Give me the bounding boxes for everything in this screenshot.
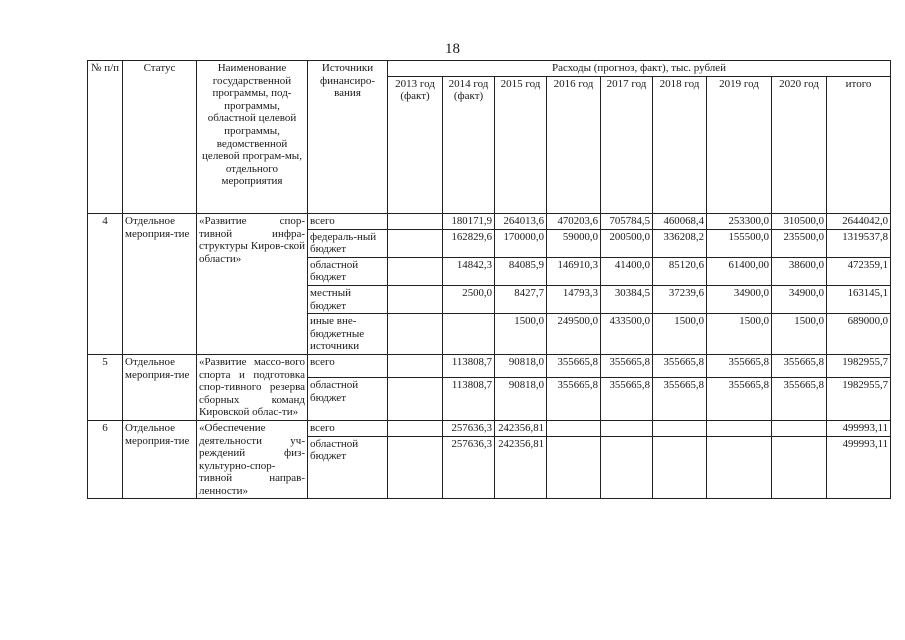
amount-cell (653, 436, 707, 499)
amount-cell: 1982955,7 (827, 354, 891, 377)
amount-cell: 61400,00 (707, 257, 772, 285)
amount-cell (547, 420, 601, 436)
header-year: 2016 год (547, 76, 601, 213)
amount-cell: 257636,3 (443, 420, 495, 436)
amount-cell: 163145,1 (827, 285, 891, 313)
budget-table (87, 60, 891, 499)
amount-cell: 499993,11 (827, 420, 891, 436)
amount-cell: 235500,0 (772, 229, 827, 257)
amount-cell: 41400,0 (601, 257, 653, 285)
amount-cell: 1500,0 (772, 314, 827, 355)
amount-cell: 14842,3 (443, 257, 495, 285)
amount-cell: 59000,0 (547, 229, 601, 257)
amount-cell: 499993,11 (827, 436, 891, 499)
funding-source: всего (308, 420, 388, 436)
funding-source: местный бюджет (308, 285, 388, 313)
amount-cell: 84085,9 (495, 257, 547, 285)
amount-cell: 14793,3 (547, 285, 601, 313)
amount-cell (388, 314, 443, 355)
header-year: 2013 год (факт) (388, 76, 443, 213)
amount-cell: 355665,8 (547, 354, 601, 377)
header-total: итого (827, 76, 891, 213)
amount-cell: 90818,0 (495, 354, 547, 377)
amount-cell: 1982955,7 (827, 378, 891, 420)
amount-cell: 433500,0 (601, 314, 653, 355)
funding-source: всего (308, 214, 388, 230)
amount-cell: 34900,0 (772, 285, 827, 313)
amount-cell: 355665,8 (601, 378, 653, 420)
entry-status: Отдельное мероприя-тие (123, 420, 197, 499)
entry-name: «Развитие спор-тивной инфра-структуры Киров-ской области» (197, 214, 308, 355)
header-program-name: Наименование государственной программы, под-программы, областной целевой программы, ведомственной целевой програм-мы, отдельного мероприятия (197, 61, 308, 214)
funding-source: иные вне-бюджетные источники (308, 314, 388, 355)
entry-number: 6 (88, 420, 123, 499)
amount-cell (772, 420, 827, 436)
table-row (88, 354, 891, 377)
funding-source: федераль-ный бюджет (308, 229, 388, 257)
entry-number: 4 (88, 214, 123, 355)
header-expenses: Расходы (прогноз, факт), тыс. рублей (388, 61, 891, 77)
header-year: 2014 год (факт) (443, 76, 495, 213)
amount-cell (707, 420, 772, 436)
amount-cell: 113808,7 (443, 354, 495, 377)
table-row (88, 420, 891, 436)
entry-status: Отдельное мероприя-тие (123, 354, 197, 420)
amount-cell: 200500,0 (601, 229, 653, 257)
amount-cell: 355665,8 (653, 354, 707, 377)
amount-cell: 162829,6 (443, 229, 495, 257)
entry-status: Отдельное мероприя-тие (123, 214, 197, 355)
amount-cell: 355665,8 (653, 378, 707, 420)
amount-cell (547, 436, 601, 499)
entry-name: «Развитие массо-вого спорта и подготовка спор-тивного резерва сборных команд Кировской облас-ти» (197, 354, 308, 420)
amount-cell: 242356,81 (495, 420, 547, 436)
amount-cell: 242356,81 (495, 436, 547, 499)
amount-cell: 355665,8 (601, 354, 653, 377)
amount-cell: 470203,6 (547, 214, 601, 230)
amount-cell: 1319537,8 (827, 229, 891, 257)
amount-cell: 85120,6 (653, 257, 707, 285)
amount-cell: 355665,8 (772, 378, 827, 420)
amount-cell (388, 378, 443, 420)
amount-cell (601, 420, 653, 436)
amount-cell: 355665,8 (547, 378, 601, 420)
amount-cell (388, 285, 443, 313)
header-status: Статус (123, 61, 197, 214)
entry-name: «Обеспечение деятельности уч-реждений физ-культурно-спор-тивной направ-ленности» (197, 420, 308, 499)
amount-cell (388, 214, 443, 230)
amount-cell: 30384,5 (601, 285, 653, 313)
amount-cell (601, 436, 653, 499)
funding-source: областной бюджет (308, 436, 388, 499)
amount-cell: 472359,1 (827, 257, 891, 285)
amount-cell: 310500,0 (772, 214, 827, 230)
amount-cell: 170000,0 (495, 229, 547, 257)
amount-cell: 38600,0 (772, 257, 827, 285)
header-row-1 (88, 61, 891, 77)
amount-cell: 1500,0 (653, 314, 707, 355)
amount-cell: 705784,5 (601, 214, 653, 230)
header-year: 2020 год (772, 76, 827, 213)
header-year: 2018 год (653, 76, 707, 213)
entry-number: 5 (88, 354, 123, 420)
amount-cell: 355665,8 (707, 354, 772, 377)
amount-cell: 1500,0 (707, 314, 772, 355)
amount-cell (388, 229, 443, 257)
amount-cell: 8427,7 (495, 285, 547, 313)
header-num: № п/п (88, 61, 123, 214)
amount-cell: 2644042,0 (827, 214, 891, 230)
page-number: 18 (445, 41, 460, 57)
header-year: 2017 год (601, 76, 653, 213)
amount-cell: 1500,0 (495, 314, 547, 355)
amount-cell: 689000,0 (827, 314, 891, 355)
amount-cell: 113808,7 (443, 378, 495, 420)
header-year: 2015 год (495, 76, 547, 213)
amount-cell (653, 420, 707, 436)
amount-cell: 34900,0 (707, 285, 772, 313)
amount-cell (443, 314, 495, 355)
amount-cell (707, 436, 772, 499)
amount-cell (388, 436, 443, 499)
amount-cell: 2500,0 (443, 285, 495, 313)
amount-cell: 90818,0 (495, 378, 547, 420)
amount-cell (388, 420, 443, 436)
funding-source: областной бюджет (308, 257, 388, 285)
funding-source: областной бюджет (308, 378, 388, 420)
header-year: 2019 год (707, 76, 772, 213)
amount-cell: 355665,8 (772, 354, 827, 377)
amount-cell: 336208,2 (653, 229, 707, 257)
amount-cell: 249500,0 (547, 314, 601, 355)
amount-cell: 257636,3 (443, 436, 495, 499)
funding-source: всего (308, 354, 388, 377)
amount-cell: 155500,0 (707, 229, 772, 257)
amount-cell: 253300,0 (707, 214, 772, 230)
amount-cell: 264013,6 (495, 214, 547, 230)
header-funding-source: Источники финансиро-вания (308, 61, 388, 214)
amount-cell: 460068,4 (653, 214, 707, 230)
amount-cell: 180171,9 (443, 214, 495, 230)
table-row (88, 214, 891, 230)
amount-cell (388, 257, 443, 285)
amount-cell: 355665,8 (707, 378, 772, 420)
amount-cell: 37239,6 (653, 285, 707, 313)
amount-cell (772, 436, 827, 499)
amount-cell: 146910,3 (547, 257, 601, 285)
amount-cell (388, 354, 443, 377)
